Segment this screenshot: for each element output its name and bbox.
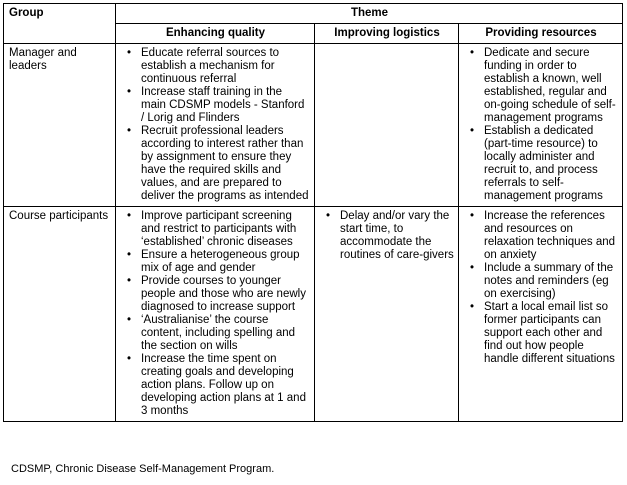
enhancing-quality-header: Enhancing quality	[116, 24, 315, 44]
improving-logistics-cell	[315, 207, 459, 422]
bullet-list	[464, 210, 618, 366]
table-footnote: CDSMP, Chronic Disease Self-Management Program.	[11, 463, 275, 475]
providing-resources-cell	[459, 207, 623, 422]
table-row-managers	[4, 44, 623, 207]
list-item: • Increase the time spent on creating goals and developing action plans. Follow up on developing action plans at 1 and 3 months	[141, 353, 310, 418]
group-cell: Course participants	[4, 207, 116, 422]
list-item: • Increase staff training in the main CDSMP models - Stanford / Lorig and Flinders	[141, 86, 310, 125]
providing-resources-cell	[459, 44, 623, 207]
header-row-1	[4, 4, 623, 24]
enhancing-quality-cell	[116, 44, 315, 207]
list-item: • Include a summary of the notes and reminders (eg on exercising)	[484, 262, 618, 301]
list-item: • Recruit professional leaders according to interest rather than by assignment to ensure they have the required skills and values, and are prepared to deliver the programs as intended	[141, 125, 310, 203]
recommendations-table	[3, 3, 623, 422]
providing-resources-header: Providing resources	[459, 24, 623, 44]
theme-header: Theme	[116, 4, 623, 24]
list-item: • Ensure a heterogeneous group mix of age and gender	[141, 249, 310, 275]
table-row-participants	[4, 207, 623, 422]
improving-logistics-header: Improving logistics	[315, 24, 459, 44]
bullet-list	[464, 47, 618, 203]
list-item: • Educate referral sources to establish a mechanism for continuous referral	[141, 47, 310, 86]
enhancing-quality-cell	[116, 207, 315, 422]
group-header: Group	[4, 4, 116, 44]
list-item: • Improve participant screening and restrict to participants with ‘established’ chronic diseases	[141, 210, 310, 249]
list-item: • Dedicate and secure funding in order to establish a known, well established, regular and on-going schedule of self-management programs	[484, 47, 618, 125]
list-item: • Delay and/or vary the start time, to accommodate the routines of care-givers	[340, 210, 454, 262]
list-item: • Provide courses to younger people and those who are newly diagnosed to increase support	[141, 275, 310, 314]
bullet-list	[121, 210, 310, 418]
bullet-list	[121, 47, 310, 203]
list-item: • ‘Australianise’ the course content, including spelling and the section on wills	[141, 314, 310, 353]
list-item: • Increase the references and resources on relaxation techniques and on anxiety	[484, 210, 618, 262]
improving-logistics-cell	[315, 44, 459, 207]
list-item: • Establish a dedicated (part-time resource) to locally administer and recruit to, and process referrals to self-management programs	[484, 125, 618, 203]
list-item: • Start a local email list so former participants can support each other and find out how people handle different situations	[484, 301, 618, 366]
bullet-list	[320, 210, 454, 262]
group-cell: Manager and leaders	[4, 44, 116, 207]
